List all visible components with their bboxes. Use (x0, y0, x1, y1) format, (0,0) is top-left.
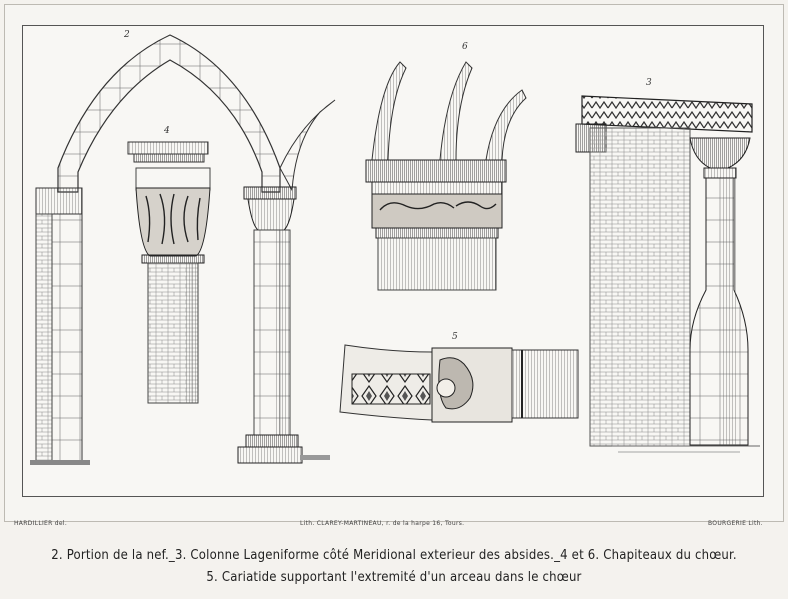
caption-line-1: 2. Portion de la nef._3. Colonne Lageniforme côté Meridional exterieur des absides._4 et 6. Chapiteaux du chœur. (51, 548, 737, 563)
capital-column-left (128, 142, 210, 403)
caryatid-drawing (340, 345, 578, 422)
caption-line-2: 5. Cariatide supportant l'extremité d'un arceau dans le chœur (206, 570, 582, 585)
artist-credit: HARDILLIER del. (14, 520, 68, 527)
arch-column-right (238, 187, 330, 463)
figure-number-6: 6 (462, 42, 468, 52)
figure-number-3: 3 (646, 78, 652, 88)
figure-number-4: 4 (164, 126, 170, 136)
figure-number-5: 5 (452, 332, 458, 342)
figure-number-2: 2 (124, 30, 130, 40)
choir-capital-top (366, 62, 526, 290)
lageniform-column-drawing (576, 96, 760, 452)
lithographer-credit: BOURGERIE Lith. (708, 520, 763, 527)
printer-credit: Lith. CLAREY-MARTINEAU, r. de la harpe 16, Tours. (300, 520, 465, 527)
